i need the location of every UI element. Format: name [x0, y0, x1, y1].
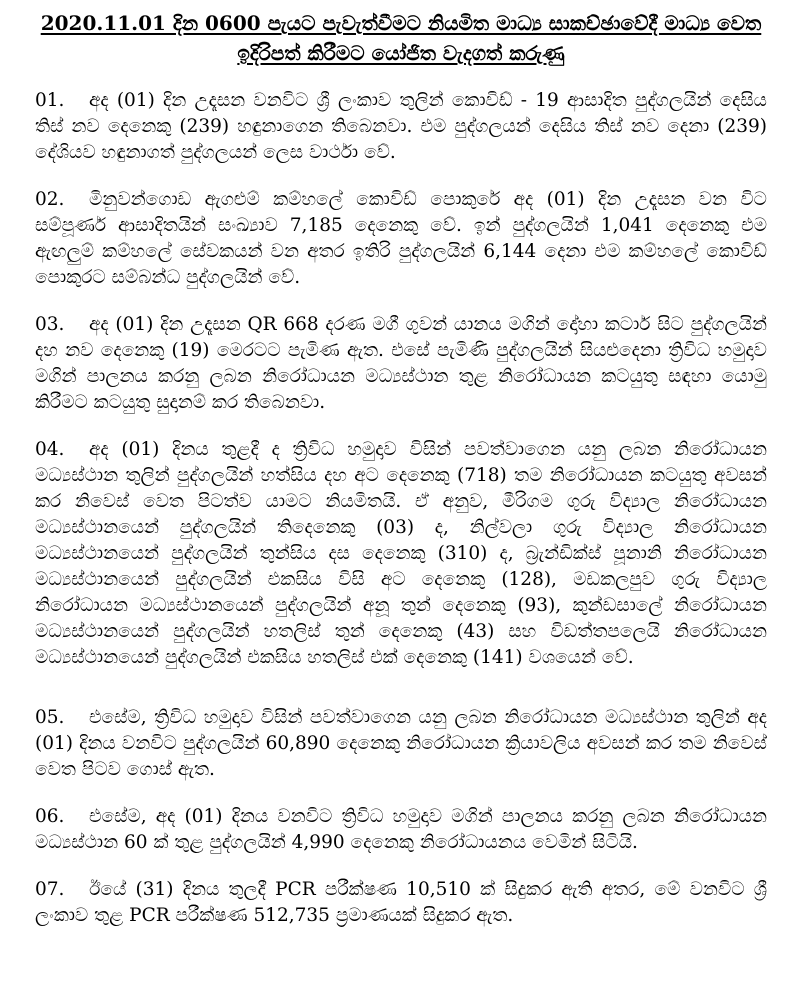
paragraph-07-number: 07.: [35, 879, 65, 900]
paragraph-06-number: 06.: [35, 806, 65, 827]
title-line-1: 2020.11.01 දින 0600 පැයට පැවැත්වීමට නියමිත මාධ්‍ය සාකච්ඡාවේදී මාධ්‍ය වෙත: [40, 11, 762, 35]
paragraph-03-number: 03.: [35, 314, 65, 335]
paragraph-05-text: එසේම, ත්‍රිවිධ හමුදාව විසින් පවත්වාගෙන යනු ලබන නිරෝධායන මධ්‍යස්ථාන තුලින් අද (01) දිනය වනවිට පුද්ගලයින් 60,890 දෙනෙකු නිරෝධායන ක්‍රියාවලිය අවසන් කර තම නිවෙස් වෙත පිටව ගොස් ඇත.: [35, 707, 767, 780]
paragraph-06-text: එසේම, අද (01) දිනය වනවිට ත්‍රිවිධ හමුදාව මගින් පාලනය කරනු ලබන නිරෝධායන මධ්‍යස්ථාන 60 ක් තුළ පුද්ගලයින් 4,990 දෙනෙකු නිරෝධායනය වෙමින් සිටියි.: [35, 806, 767, 853]
document-title: [35, 8, 767, 68]
paragraph-03: [35, 312, 767, 416]
paragraph-03-text: අද (01) දින උදෑසන QR 668 දරණ මගී ගුවන් යානය මගින් දෝහා කටාර් සිට පුද්ගලයින් දහ නව දෙනෙකු (19) මෙරටට පැමිණ ඇත. එසේ පැමිණි පුද්ගලයින් සියළුදෙනා ත්‍රිවිධ හමුදාව මගින් පාලනය කරනු ලබන නිරෝධායන මධ්‍යස්ථාන තුළ නිරෝධායන කටයුතු සඳහා යොමු කිරීමට කටයුතු සුදානම් කර තිබෙනවා.: [35, 314, 767, 413]
paragraph-04-text: අද (01) දිනය තුළදී ද ත්‍රිවිධ හමුදාව විසින් පවත්වාගෙන යනු ලබන නිරෝධායන මධ්‍යස්ථාන තුලින් පුද්ගලයින් හත්සිය දහ අට දෙනෙකු (718) තම නිරෝධායන කටයුතු අවසන් කර නිවෙස් වෙත පිටත්ව යාමට නියමිතයි. ඒ අනුව, මීරිගම ගුරු විද්‍යාල නිරෝධායන මධ්‍යස්ථානයෙන් පුද්ගලයින් තිදෙනෙකු (03) ද, නිල්වලා ගුරු විද්‍යාල නිරෝධායන මධ්‍යස්ථානයෙන් පුද්ගලයින් තුන්සිය දස දෙනෙකු (310) ද, බ්‍රැන්ඩික්ස් පූනානි නිරෝධායන මධ්‍යස්ථානයෙන් පුද්ගලයින් එකසිය විසි අට දෙනෙකු (128), මඩකලපුව ගුරු විද්‍යාල නිරෝධායන මධ්‍යස්ථානයෙන් පුද්ගලයින් අනූ තුන් දෙනෙකු (93), කුන්ඩසාලේ නිරෝධායන මධ්‍යස්ථානයෙන් පුද්ගලයින් හතලිස් තුන් දෙනෙකු (43) සහ විඩත්තපලෙයි නිරෝධායන මධ්‍යස්ථානයෙන් පුද්ගලයින් එකසිය හතලිස් එක් දෙනෙකු (141) වශයෙන් වේ.: [35, 439, 767, 668]
paragraph-04: [35, 437, 767, 671]
paragraph-04-number: 04.: [35, 439, 65, 460]
paragraph-01-number: 01.: [35, 90, 65, 111]
paragraph-07: [35, 877, 767, 929]
paragraph-06: [35, 804, 767, 856]
paragraph-05-number: 05.: [35, 707, 65, 728]
paragraph-07-text: ඊයේ (31) දිනය තුලදී PCR පරීක්ෂණ 10,510 ක් සිදුකර ඇති අතර, මේ වනවිට ශ්‍රී ලංකාව තුළ PCR පරීක්ෂණ 512,735 ප්‍රමාණයක් සිදුකර ඇත.: [35, 879, 767, 926]
paragraph-05: [35, 705, 767, 783]
paragraph-01-text: අද (01) දින උදෑසන වනවිට ශ්‍රී ලංකාව තුලින් කොවිඩ් - 19 ආසාදිත පුද්ගලයින් දෙසිය තිස් නව දෙනෙකු (239) හඳුනාගෙන තිබෙනවා. එම පුද්ගලයන් දෙසිය තිස් නව දෙනා (239) දේශියව හඳුනාගත් පුද්ගලයන් ලෙස වාර්ථා වේ.: [35, 90, 767, 163]
paragraph-02-number: 02.: [35, 189, 65, 210]
paragraph-02-text: මිනුවන්ගොඩ ඇගළුම් කම්හලේ කොවිඩ් පොකුරේ අද (01) දින උදෑසන වන විට සම්පූර්ණ ආසාදිතයින් සංඛ්‍යාව 7,185 දෙනෙකු වේ. ඉන් පුද්ගලයින් 1,041 දෙනෙකු එම ඇඟලුම් කම්හලේ සේවකයන් වන අතර ඉතිරි පුද්ගලයින් 6,144 දෙනා එම කම්හලේ කොවිඩ් පොකුරට සම්බන්ධ පුද්ගලයින් වේ.: [35, 189, 767, 288]
title-line-2: ඉදිරිපත් කිරීමට යෝජිත වැදගත් කරුණු: [237, 41, 565, 65]
paragraph-02: [35, 187, 767, 291]
paragraph-01: [35, 88, 767, 166]
